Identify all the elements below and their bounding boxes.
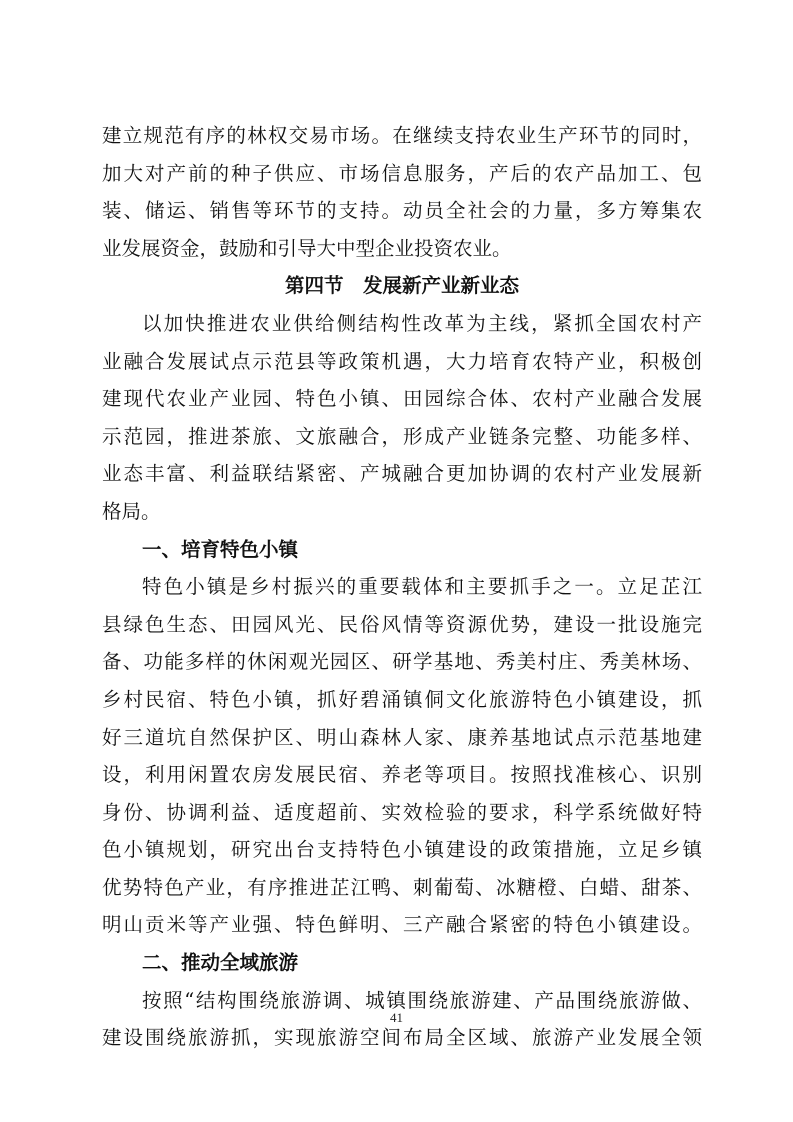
text-line: 明山贡米等产业强、特色鲜明、三产融合紧密的特色小镇建设。 xyxy=(102,913,702,937)
text-line: 以加快推进农业供给侧结构性改革为主线，紧抓全国农村产 xyxy=(142,311,702,335)
text-line: 好三道坑自然保护区、明山森林人家、康养基地试点示范基地建 xyxy=(102,725,702,749)
text-line: 优势特色产业，有序推进芷江鸭、刺葡萄、冰糖橙、白蜡、甜茶、 xyxy=(102,875,702,899)
text-line: 建立规范有序的林权交易市场。在继续支持农业生产环节的同时， xyxy=(102,124,702,147)
page-number: 41 xyxy=(390,1010,403,1025)
subsection-heading: 一、培育特色小镇 xyxy=(142,537,299,561)
text-line: 建设围绕旅游抓，实现旅游空间布局全区域、旅游产业发展全领 xyxy=(102,1026,702,1050)
text-line: 特色小镇是乡村振兴的重要载体和主要抓手之一。立足芷江 xyxy=(142,575,702,599)
text-line: 装、储运、销售等环节的支持。动员全社会的力量，多方筹集农 xyxy=(102,199,702,223)
text-line: 按照“结构围绕旅游调、城镇围绕旅游建、产品围绕旅游做、 xyxy=(142,988,702,1012)
paragraph-intro xyxy=(102,305,702,531)
paragraph-continuation xyxy=(102,117,702,267)
section-title: 第四节 发展新产业新业态 xyxy=(284,274,519,298)
page-content xyxy=(102,117,702,1057)
subsection-heading: 二、推动全域旅游 xyxy=(142,951,299,975)
text-line: 身份、协调利益、适度超前、实效检验的要求，科学系统做好特 xyxy=(102,800,702,824)
text-line: 备、功能多样的休闲观光园区、研学基地、秀美村庄、秀美林场、 xyxy=(102,650,702,674)
text-line: 色小镇规划，研究出台支持特色小镇建设的政策措施，立足乡镇 xyxy=(102,838,702,862)
text-line: 示范园，推进茶旅、文旅融合，形成产业链条完整、功能多样、 xyxy=(102,424,702,448)
text-line: 建现代农业产业园、特色小镇、田园综合体、农村产业融合发展 xyxy=(102,387,702,411)
text-line: 业态丰富、利益联结紧密、产城融合更加协调的农村产业发展新 xyxy=(102,462,702,486)
paragraph-towns xyxy=(102,568,702,944)
text-line: 加大对产前的种子供应、市场信息服务，产后的农产品加工、包 xyxy=(102,161,702,185)
text-line: 设，利用闲置农房发展民宿、养老等项目。按照找准核心、识别 xyxy=(102,763,702,787)
text-line: 乡村民宿、特色小镇，抓好碧涌镇侗文化旅游特色小镇建设，抓 xyxy=(102,687,702,711)
text-line: 格局。 xyxy=(102,499,161,523)
text-line: 县绿色生态、田园风光、民俗风情等资源优势，建设一批设施完 xyxy=(102,612,702,636)
text-line: 业发展资金，鼓励和引导大中型企业投资农业。 xyxy=(102,236,512,260)
text-line: 业融合发展试点示范县等政策机遇，大力培育农特产业，积极创 xyxy=(102,349,702,373)
